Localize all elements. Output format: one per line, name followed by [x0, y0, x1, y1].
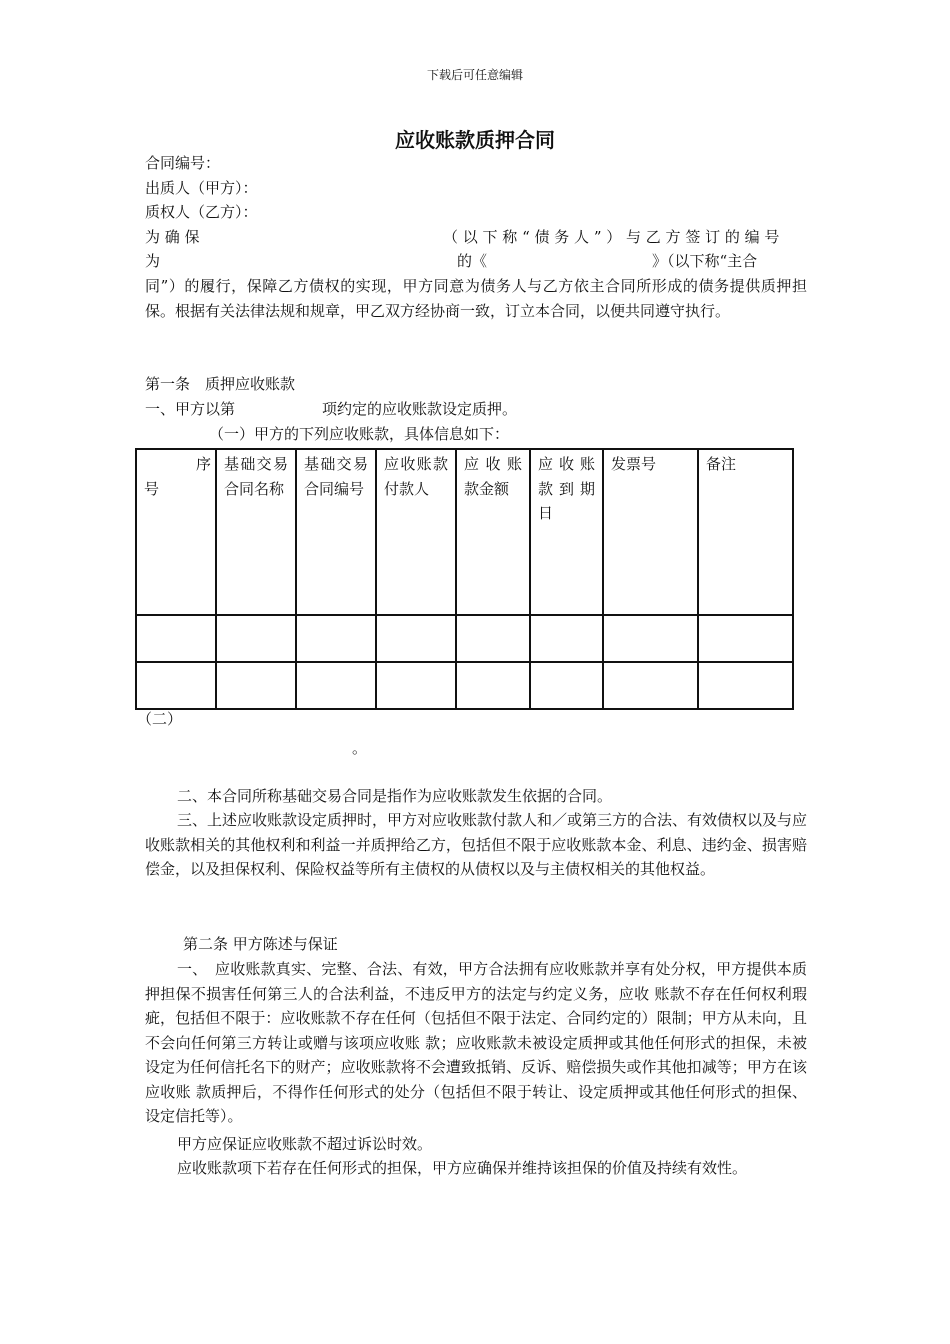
table-header-cell: 应收账款金额 — [456, 449, 530, 615]
intro-line2-b: 的《 — [457, 252, 488, 270]
article2-heading: 第二条 甲方陈述与保证 — [183, 935, 338, 953]
table-header-row — [136, 449, 793, 615]
table-row — [136, 662, 793, 709]
table-cell — [376, 615, 456, 662]
table-header-cell: 序号 — [136, 449, 216, 615]
intro-line2-a: 为 — [145, 252, 161, 270]
table-header-cell: 应收账款到期日 — [530, 449, 603, 615]
article1-item2: 二、本合同所称基础交易合同是指作为应收账款发生依据的合同。 — [177, 787, 613, 805]
table-cell — [698, 615, 793, 662]
receivables-table — [135, 448, 794, 710]
intro-paragraph: 同”）的履行，保障乙方债权的实现，甲方同意为债务人与乙方依主合同所形成的债务提供质押担保。根据有关法律法规和规章，甲乙双方经协商一致，订立本合同，以便共同遵守执行。 — [145, 277, 807, 320]
article1-item3: 三、上述应收账款设定质押时，甲方对应收账款付款人和／或第三方的合法、有效债权以及与应收账款相关的其他权利和利益一并质押给乙方，包括但不限于应收账款本金、利息、违约金、损害赔偿金，以及担保权利、保险权益等所有主债权的从债权以及与主债权相关的其他权益。 — [145, 811, 808, 878]
article1-heading: 第一条 质押应收账款 — [145, 375, 296, 393]
article2-item1: 一、 应收账款真实、完整、合法、有效，甲方合法拥有应收账款并享有处分权，甲方提供本质押担保不损害任何第三人的合法利益，不违反甲方的法定与约定义务，应收 账款不存在任何权利瑕疵，包括但不限于：应收账款不存在任何（包括但不限于法定、合同约定的）限制；甲方从未向，且不会向任何第三方转让或赠与该项应收账 款；应收账款未被设定质押或其他任何形式的担保，未被设定为任何信托名下的财产；应收账款将不会遭致抵销、反诉、赔偿损失或作其他扣减等；甲方在该应收账 款质押后，不得作任何形式的处分（包括但不限于转让、设定质押或其他任何形式的担保、设定信托等）。 — [145, 960, 807, 1125]
table-row — [136, 615, 793, 662]
table-cell — [136, 662, 216, 709]
table-header-cell: 应收账款付款人 — [376, 449, 456, 615]
table-cell — [456, 662, 530, 709]
pledgee-label: 质权人（乙方）： — [145, 203, 258, 221]
table-cell — [603, 615, 698, 662]
article1-sub2: （二） — [137, 710, 183, 728]
table-header-cell: 备注 — [698, 449, 793, 615]
article1-item1-b: 项约定的应收账款设定质押。 — [322, 400, 518, 418]
table-cell — [216, 662, 296, 709]
intro-line1-b: （ 以 下 称 “ 债 务 人 ” ） 与 乙 方 签 订 的 编 号 — [443, 228, 780, 246]
table-header-cell: 发票号 — [603, 449, 698, 615]
table-cell — [530, 662, 603, 709]
page-title: 应收账款质押合同 — [395, 128, 555, 152]
article2-item2: 甲方应保证应收账款不超过诉讼时效。 — [177, 1135, 433, 1153]
contract-no-label: 合同编号： — [145, 154, 221, 172]
table-cell — [296, 662, 376, 709]
article1-sub2-end: 。 — [352, 739, 368, 757]
table-cell — [456, 615, 530, 662]
table-cell — [698, 662, 793, 709]
table-cell — [216, 615, 296, 662]
table-header-cell: 基础交易合同编号 — [296, 449, 376, 615]
table-header-cell: 基础交易合同名称 — [216, 449, 296, 615]
header-note: 下载后可任意编辑 — [426, 68, 523, 82]
table-cell — [376, 662, 456, 709]
pledgor-label: 出质人（甲方）： — [145, 179, 258, 197]
article2-item3: 应收账款项下若存在任何形式的担保，甲方应确保并维持该担保的价值及持续有效性。 — [177, 1159, 748, 1177]
table-cell — [136, 615, 216, 662]
table-cell — [603, 662, 698, 709]
table-cell — [530, 615, 603, 662]
article1-item1-a: 一、甲方以第 — [145, 400, 236, 418]
table-cell — [296, 615, 376, 662]
intro-line2-c: 》（以下称“主合 — [652, 252, 758, 270]
intro-line1-a: 为 确 保 — [145, 228, 200, 246]
article1-sub1: （一）甲方的下列应收账款，具体信息如下： — [209, 425, 510, 443]
